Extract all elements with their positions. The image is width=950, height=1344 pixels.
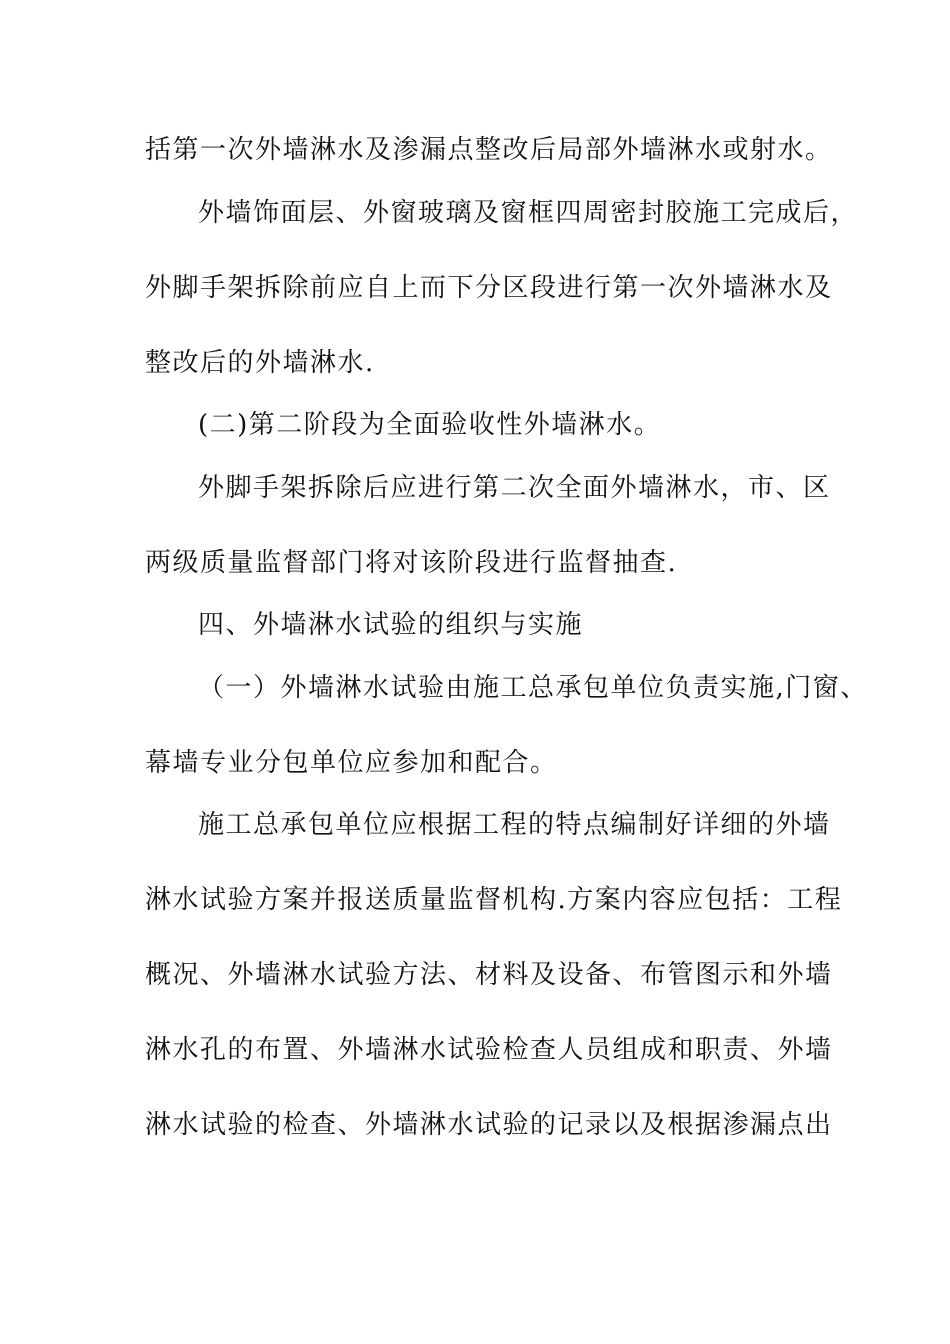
text-line-6: 外脚手架拆除后应进行第二次全面外墙淋水，市、区 bbox=[198, 473, 831, 503]
text-line-14: 淋水孔的布置、外墙淋水试验检查人员组成和职责、外墙 bbox=[145, 1035, 833, 1065]
text-line-7: 两级质量监督部门将对该阶段进行监督抽查. bbox=[145, 548, 678, 578]
text-line-9: （一）外墙淋水试验由施工总承包单位负责实施,门窗、 bbox=[198, 673, 868, 703]
text-line-15: 淋水试验的检查、外墙淋水试验的记录以及根据渗漏点出 bbox=[145, 1110, 833, 1140]
text-line-11: 施工总承包单位应根据工程的特点编制好详细的外墙 bbox=[198, 810, 831, 840]
text-line-12: 淋水试验方案并报送质量监督机构.方案内容应包括：工程 bbox=[145, 885, 843, 915]
text-line-2: 外墙饰面层、外窗玻璃及窗框四周密封胶施工完成后， bbox=[198, 198, 859, 228]
text-line-10: 幕墙专业分包单位应参加和配合。 bbox=[145, 748, 558, 778]
text-line-13: 概况、外墙淋水试验方法、材料及设备、布管图示和外墙 bbox=[145, 960, 833, 990]
text-line-4: 整改后的外墙淋水. bbox=[145, 348, 375, 378]
section-heading: 四、外墙淋水试验的组织与实施 bbox=[198, 610, 584, 640]
text-line-3: 外脚手架拆除前应自上而下分区段进行第一次外墙淋水及 bbox=[145, 273, 833, 303]
text-line-5: (二)第二阶段为全面验收性外墙淋水。 bbox=[198, 410, 662, 440]
text-line-1: 括第一次外墙淋水及渗漏点整改后局部外墙淋水或射水。 bbox=[145, 135, 833, 165]
